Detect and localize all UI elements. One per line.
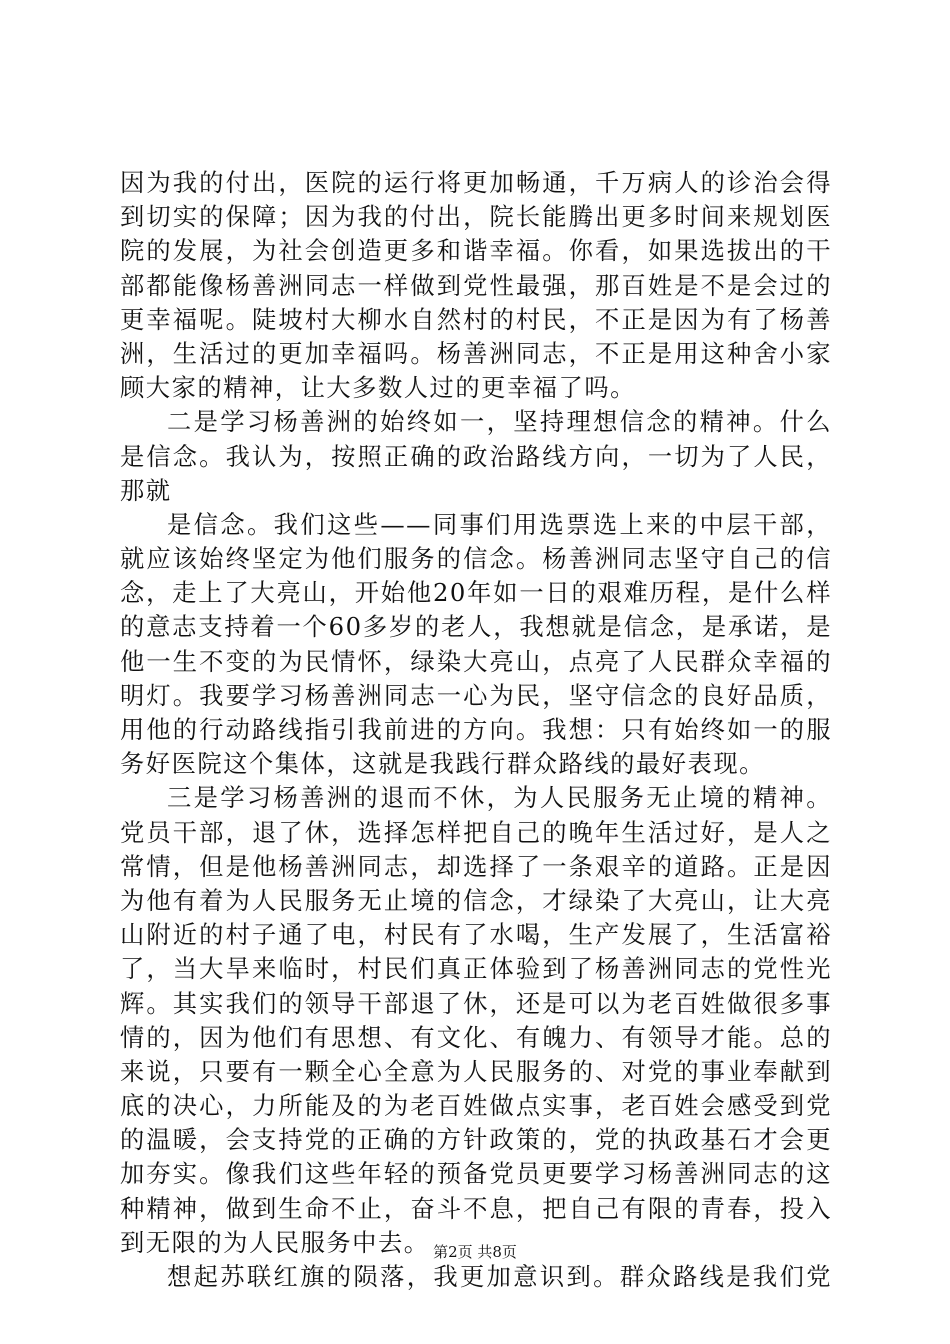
text-line: 因为我的付出，医院的运行将更加畅通，千万病人的诊治会得: [120, 168, 832, 197]
text-line: 那就: [120, 475, 172, 505]
text-line: 更幸福呢。陡坡村大柳水自然村的村民，不正是因为有了杨善: [120, 304, 832, 334]
text-line: 山附近的村子通了电，村民有了水喝，生产发展了，生活富裕: [120, 920, 832, 950]
text-line: 是信念。我认为，按照正确的政治路线方向，一切为了人民，: [120, 441, 832, 471]
text-line: 到切实的保障；因为我的付出，院长能腾出更多时间来规划医: [120, 202, 832, 232]
text-line: 他一生不变的为民情怀，绿染大亮山，点亮了人民群众幸福的: [120, 646, 832, 676]
text-line: 到无限的为人民服务中去。: [120, 1227, 430, 1257]
text-line: 党员干部，退了休，选择怎样把自己的晚年生活过好，是人之: [120, 817, 832, 847]
text-line: 明灯。我要学习杨善洲同志一心为民，坚守信念的良好品质，: [120, 680, 832, 710]
text-line: 来说，只要有一颗全心全意为人民服务的、对党的事业奉献到: [120, 1056, 832, 1086]
text-line: 辉。其实我们的领导干部退了休，还是可以为老百姓做很多事: [120, 988, 832, 1018]
text-line: 为他有着为人民服务无止境的信念，才绿染了大亮山，让大亮: [120, 885, 832, 915]
text-line: 种精神，做到生命不止，奋斗不息，把自己有限的青春，投入: [120, 1193, 832, 1223]
page-number-footer: 第2页 共8页: [433, 1243, 517, 1261]
text-line: 二是学习杨善洲的始终如一，坚持理想信念的精神。什么: [167, 407, 832, 437]
text-line: 是信念。我们这些——同事们用选票选上来的中层干部，: [167, 509, 832, 539]
text-line: 常情，但是他杨善洲同志，却选择了一条艰辛的道路。正是因: [120, 851, 832, 881]
text-line: 用他的行动路线指引我前进的方向。我想：只有始终如一的服: [120, 715, 832, 744]
text-line: 加夯实。像我们这些年轻的预备党员更要学习杨善洲同志的这: [120, 1159, 832, 1189]
text-line: 了，当大旱来临时，村民们真正体验到了杨善洲同志的党性光: [120, 954, 832, 984]
text-line: 情的，因为他们有思想、有文化、有魄力、有领导才能。总的: [120, 1022, 832, 1052]
document-body: [120, 166, 832, 1294]
text-line: 三是学习杨善洲的退而不休，为人民服务无止境的精神。: [167, 783, 832, 813]
text-line: 务好医院这个集体，这就是我践行群众路线的最好表现。: [120, 749, 765, 779]
text-line: 院的发展，为社会创造更多和谐幸福。你看，如果选拔出的干: [120, 236, 832, 266]
text-line: 顾大家的精神，让大多数人过的更幸福了吗。: [120, 373, 636, 403]
text-line: 洲，生活过的更加幸福吗。杨善洲同志，不正是用这种舍小家: [120, 338, 832, 368]
text-line: 就应该始终坚定为他们服务的信念。杨善洲同志坚守自己的信: [120, 544, 832, 574]
text-line: 的意志支持着一个60多岁的老人，我想就是信念，是承诺，是: [120, 612, 832, 642]
text-line: 想起苏联红旗的陨落，我更加意识到。群众路线是我们党: [167, 1262, 832, 1291]
text-line: 的温暖，会支持党的正确的方针政策的，党的执政基石才会更: [120, 1125, 832, 1155]
text-line: 部都能像杨善洲同志一样做到党性最强，那百姓是不是会过的: [120, 270, 832, 300]
text-line: 底的决心，力所能及的为老百姓做点实事，老百姓会感受到党: [120, 1091, 832, 1121]
text-line: 念，走上了大亮山，开始他20年如一日的艰难历程，是什么样: [120, 578, 832, 608]
